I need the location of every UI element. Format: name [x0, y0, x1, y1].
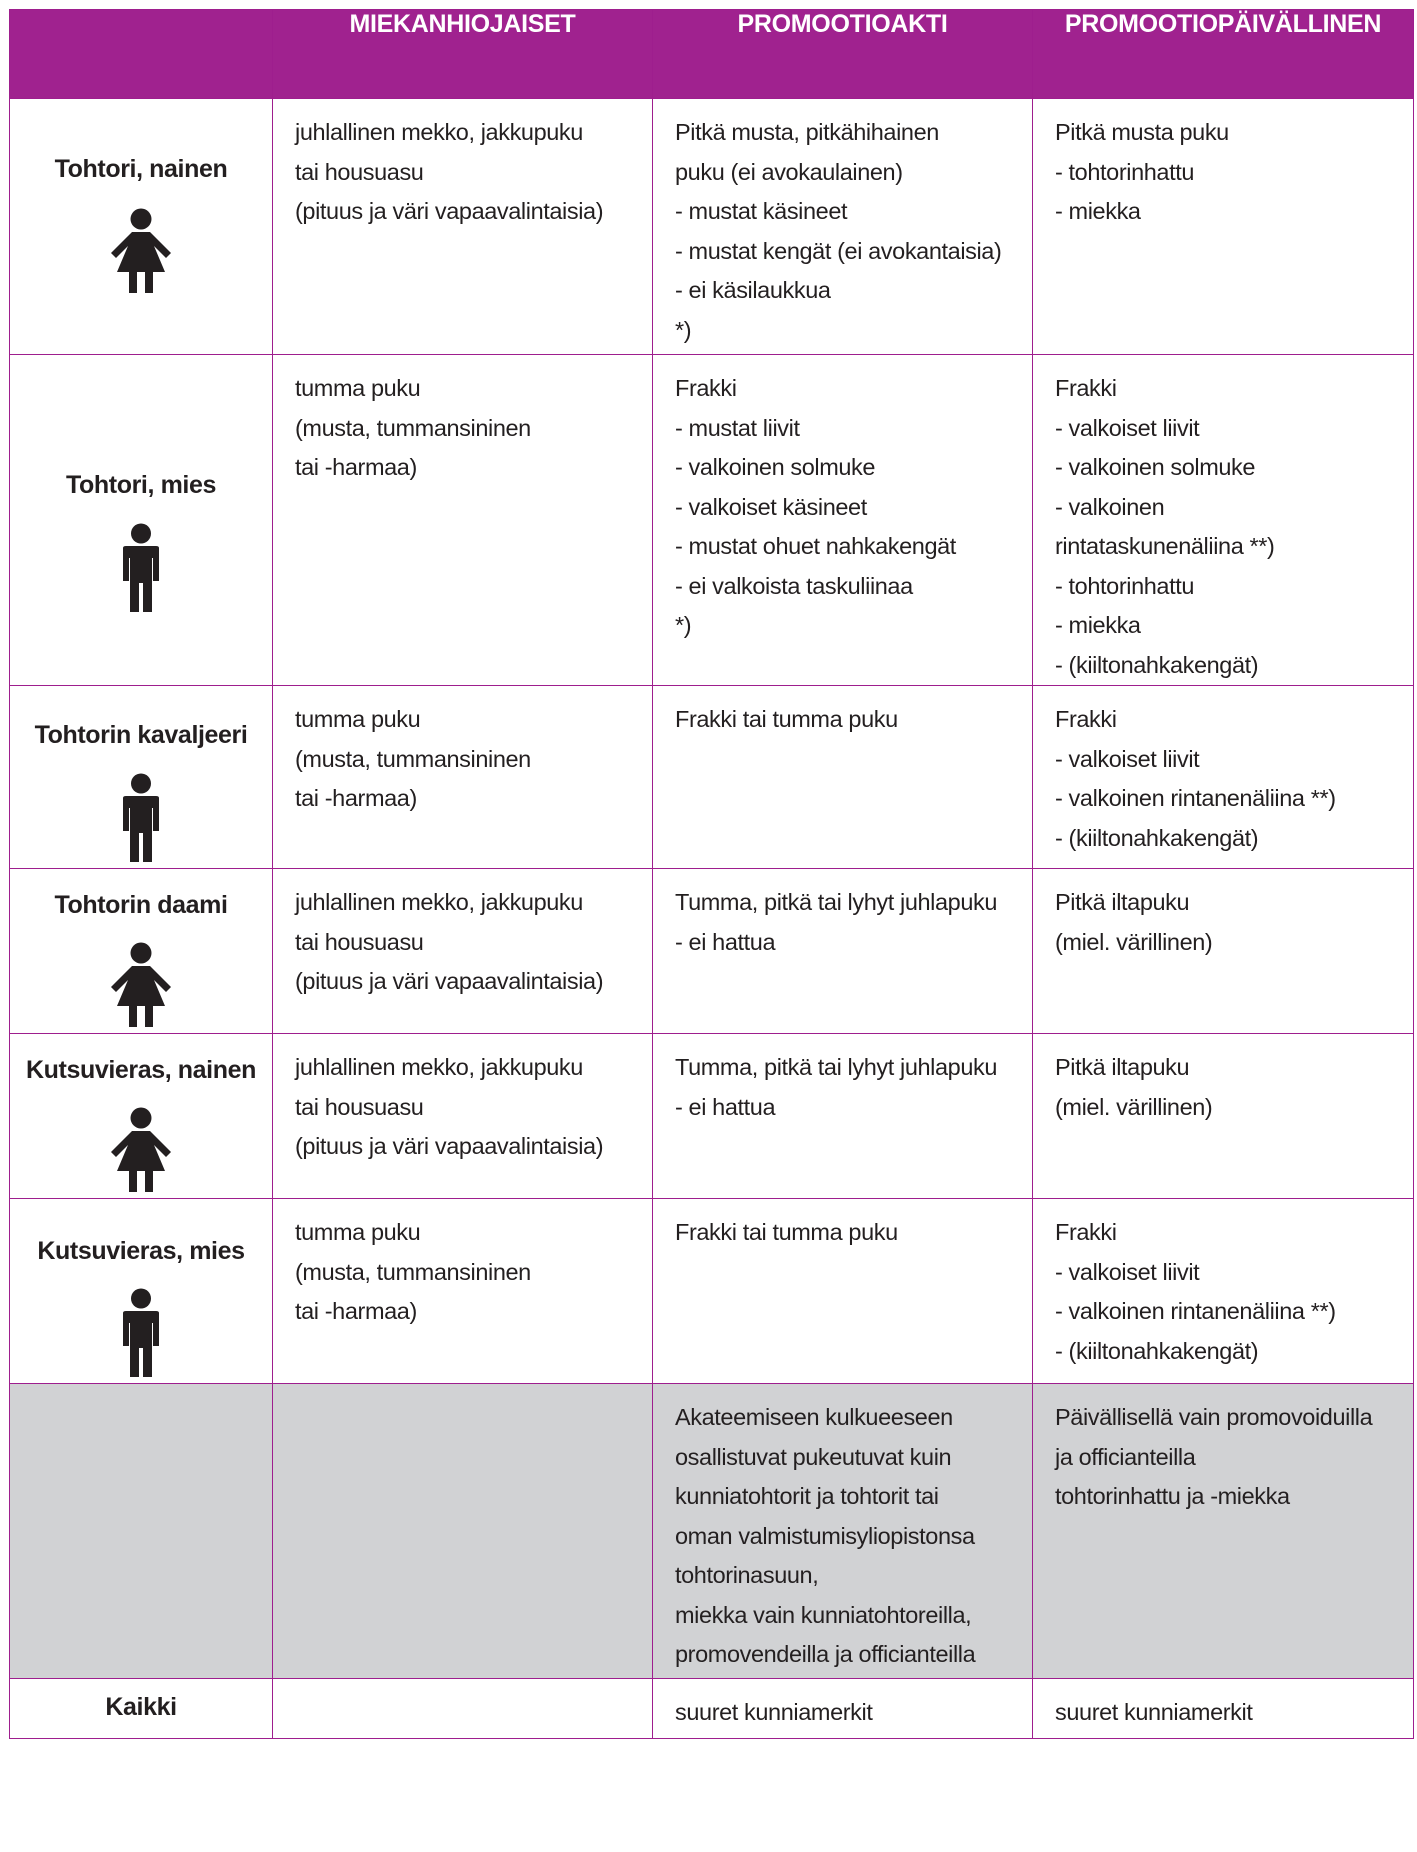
cell-line: *) [675, 316, 692, 343]
dress-code-table [9, 9, 1414, 1739]
promootiopaivallinen-cell [1033, 1199, 1414, 1384]
cell-line: tai -harmaa) [295, 1298, 417, 1324]
cell-line: - valkoiset liivit [1055, 1258, 1200, 1285]
cell-line: - valkoinen solmuke [675, 454, 876, 480]
cell-line: - mustat kengät (ei avokantaisia) [675, 237, 1002, 264]
cell-line: rintataskunenäliina **) [1055, 533, 1275, 559]
cell-line: Frakki tai tumma puku [675, 1219, 898, 1245]
miekanhiojaiset-cell [273, 869, 653, 1034]
cell-line: (pituus ja väri vapaavalintaisia) [295, 198, 604, 224]
header-miekanhiojaiset: MIEKANHIOJAISET [273, 10, 653, 99]
cell-line: tohtorinhattu ja -miekka [1055, 1483, 1290, 1509]
miekanhiojaiset-cell [273, 355, 653, 686]
male-person-icon [10, 1288, 272, 1383]
header-promootioakti: PROMOOTIOAKTI [653, 10, 1033, 99]
cell-line: - mustat ohuet nahkakengät [675, 533, 956, 559]
cell-line: - mustat käsineet [675, 198, 848, 224]
promootiopaivallinen-cell [1033, 355, 1414, 686]
cell-line: promovendeilla ja officianteilla [675, 1641, 976, 1667]
cell-line: (musta, tummansininen [295, 745, 531, 772]
cell-line: (musta, tummansininen [295, 1258, 531, 1285]
cell-line: - tohtorinhattu [1055, 572, 1195, 599]
cell-line: tai -harmaa) [295, 454, 417, 480]
cell-line: Frakki tai tumma puku [675, 706, 898, 732]
cell-line: Frakki [675, 375, 737, 401]
cell-line: Pitkä iltapuku [1055, 1054, 1190, 1080]
row-label: Kutsuvieras, mies [37, 1237, 245, 1265]
miekanhiojaiset-cell [273, 99, 653, 355]
row-label: Kaikki [105, 1693, 177, 1721]
table-row [10, 1034, 1414, 1199]
cell-line: juhlallinen mekko, jakkupuku [295, 119, 583, 145]
cell-line: (miel. värillinen) [1055, 928, 1213, 955]
cell-line: Tumma, pitkä tai lyhyt juhlapuku [675, 1054, 998, 1080]
header-row [10, 10, 1414, 99]
promootioakti-cell [653, 355, 1033, 686]
cell-line: miekka vain kunniatohtoreilla, [675, 1601, 972, 1628]
cell-line: - valkoiset liivit [1055, 745, 1200, 772]
cell-line: - valkoinen solmuke [1055, 454, 1256, 480]
cell-line: (pituus ja väri vapaavalintaisia) [295, 1133, 604, 1159]
final-blank-miekanhiojaiset [273, 1679, 653, 1739]
cell-line: Pitkä iltapuku [1055, 889, 1190, 915]
row-label-cell [10, 1199, 273, 1384]
table-row [10, 869, 1414, 1034]
promootioakti-cell [653, 869, 1033, 1034]
cell-line: Frakki [1055, 1219, 1117, 1245]
cell-line: juhlallinen mekko, jakkupuku [295, 1054, 583, 1080]
cell-line: - mustat liivit [675, 414, 800, 441]
female-person-icon [10, 942, 272, 1033]
row-label: Kutsuvieras, nainen [26, 1056, 256, 1084]
cell-line: (musta, tummansininen [295, 414, 531, 441]
cell-line: tai housuasu [295, 158, 424, 185]
cell-line: osallistuvat pukeutuvat kuin [675, 1443, 952, 1470]
cell-line: - ei valkoista taskuliinaa [675, 572, 913, 599]
cell-line: kunniatohtorit ja tohtorit tai [675, 1483, 939, 1509]
cell-line: - (kiiltonahkakengät) [1055, 651, 1259, 678]
note-promootioakti-cell [653, 1384, 1033, 1679]
header-promootiopaivallinen: PROMOOTIOPÄIVÄLLINEN [1033, 10, 1414, 99]
cell-line: - valkoinen rintanenäliina **) [1055, 1298, 1336, 1324]
cell-line: - ei hattua [675, 1093, 776, 1120]
cell-line: - (kiiltonahkakengät) [1055, 824, 1259, 851]
row-label-cell [10, 869, 273, 1034]
final-promootiopaivallinen-cell [1033, 1679, 1414, 1739]
cell-line: - valkoinen rintanenäliina **) [1055, 785, 1336, 811]
promootioakti-cell [653, 1199, 1033, 1384]
miekanhiojaiset-cell [273, 1199, 653, 1384]
cell-line: - valkoiset käsineet [675, 493, 867, 520]
row-label-cell [10, 686, 273, 869]
row-label-cell [10, 1034, 273, 1199]
promootiopaivallinen-cell [1033, 99, 1414, 355]
cell-line: - valkoinen [1055, 493, 1165, 520]
table-row [10, 355, 1414, 686]
promootioakti-cell [653, 1034, 1033, 1199]
miekanhiojaiset-cell [273, 1034, 653, 1199]
table-row [10, 686, 1414, 869]
promootioakti-cell [653, 99, 1033, 355]
final-row [10, 1679, 1414, 1739]
cell-line: *) [675, 612, 692, 638]
cell-line: Pitkä musta puku [1055, 119, 1229, 145]
row-label: Tohtorin daami [54, 891, 228, 919]
cell-line: tumma puku [295, 1219, 421, 1245]
cell-line: tai housuasu [295, 928, 424, 955]
cell-line: - (kiiltonahkakengät) [1055, 1337, 1259, 1364]
row-label-cell [10, 99, 273, 355]
cell-line: Tumma, pitkä tai lyhyt juhlapuku [675, 889, 998, 915]
cell-line: Frakki [1055, 706, 1117, 732]
cell-line: tai -harmaa) [295, 785, 417, 811]
row-label-cell [10, 355, 273, 686]
table-row [10, 99, 1414, 355]
cell-line: tohtorinasuun, [675, 1562, 819, 1588]
promootiopaivallinen-cell [1033, 1034, 1414, 1199]
cell-line: suuret kunniamerkit [675, 1699, 873, 1725]
cell-line: juhlallinen mekko, jakkupuku [295, 889, 583, 915]
cell-line: - valkoiset liivit [1055, 414, 1200, 441]
cell-line: - miekka [1055, 198, 1141, 224]
final-promootioakti-cell [653, 1679, 1033, 1739]
cell-line: - tohtorinhattu [1055, 158, 1195, 185]
row-label: Tohtorin kavaljeeri [34, 721, 248, 749]
promootiopaivallinen-cell [1033, 686, 1414, 869]
cell-line: Pitkä musta, pitkähihainen [675, 119, 939, 145]
row-label: Tohtori, nainen [54, 155, 228, 183]
cell-line: oman valmistumisyliopistonsa [675, 1522, 975, 1549]
header-corner [10, 10, 273, 99]
cell-line: - ei hattua [675, 928, 776, 955]
cell-line: - miekka [1055, 612, 1141, 638]
table-row [10, 1199, 1414, 1384]
male-person-icon [10, 773, 272, 868]
male-person-icon [10, 523, 272, 618]
cell-line: tumma puku [295, 706, 421, 732]
female-person-icon [10, 1107, 272, 1198]
note-row [10, 1384, 1414, 1679]
note-blank-label [10, 1384, 273, 1679]
cell-line: tai housuasu [295, 1093, 424, 1120]
miekanhiojaiset-cell [273, 686, 653, 869]
cell-line: (pituus ja väri vapaavalintaisia) [295, 968, 604, 994]
promootiopaivallinen-cell [1033, 869, 1414, 1034]
note-blank-miekanhiojaiset [273, 1384, 653, 1679]
cell-line: Päivällisellä vain promovoiduilla [1055, 1404, 1373, 1430]
cell-line: suuret kunniamerkit [1055, 1699, 1253, 1725]
cell-line: Frakki [1055, 375, 1117, 401]
cell-line: (miel. värillinen) [1055, 1093, 1213, 1120]
row-label: Tohtori, mies [66, 471, 216, 499]
cell-line: puku (ei avokaulainen) [675, 158, 903, 185]
cell-line: - ei käsilaukkua [675, 277, 831, 303]
female-person-icon [10, 208, 272, 299]
cell-line: ja officianteilla [1055, 1443, 1196, 1470]
row-label-cell [10, 1679, 273, 1739]
cell-line: tumma puku [295, 375, 421, 401]
promootioakti-cell [653, 686, 1033, 869]
cell-line: Akateemiseen kulkueeseen [675, 1404, 953, 1430]
note-promootiopaivallinen-cell [1033, 1384, 1414, 1679]
